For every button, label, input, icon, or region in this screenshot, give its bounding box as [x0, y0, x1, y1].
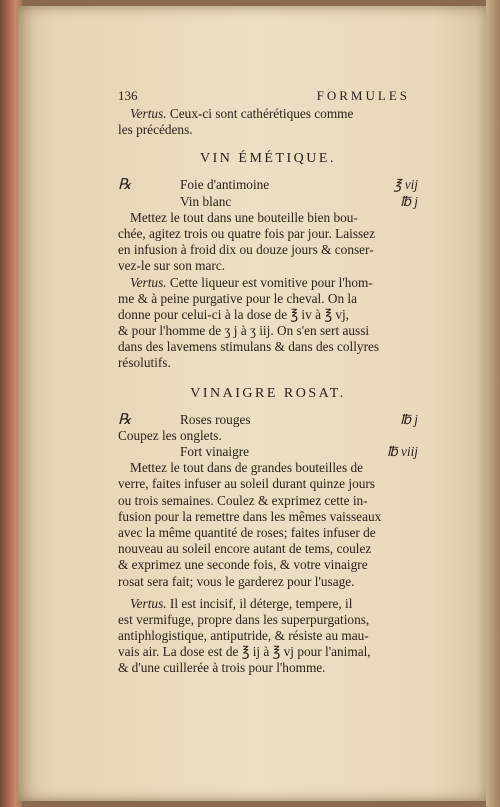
- virtues-line: antiphlogistique, antiputride, & résiste au mau-: [118, 628, 369, 644]
- instruction-line: fusion pour la remettre dans les mêmes vaisseaux: [118, 508, 382, 524]
- virtues-line: résolutifs.: [118, 355, 171, 371]
- virtues-line: donne pour celui-ci à la dose de ℥ iv à ℥ vj,: [118, 306, 349, 322]
- ingredient-row: [118, 177, 418, 193]
- running-title: FORMULES: [316, 88, 410, 103]
- instruction-line: en infusion à froid dix ou douze jours & conser-: [118, 242, 374, 258]
- recipe-symbol: ℞: [118, 411, 132, 428]
- instruction-line: Mettez le tout dans une bouteille bien bou-: [130, 209, 358, 225]
- intro-line-2: les précédens.: [118, 122, 193, 138]
- instruction-line: chée, agitez trois ou quatre fois par jour. Laissez: [118, 225, 375, 241]
- section-heading-vin-emetique: VIN ÉMÉTIQUE.: [200, 151, 336, 167]
- virtues-line: Vertus. Il est incisif, il déterge, tempere, il: [130, 595, 353, 611]
- page-number: 136: [118, 88, 138, 103]
- page-edge: [486, 0, 500, 807]
- ingredient-name: Vin blanc: [180, 193, 232, 209]
- instruction-line: nouveau au soleil encore autant de tems, coulez: [118, 541, 372, 557]
- instruction-line: rosat sera fait; vous le garderez pour l'usage.: [118, 573, 355, 589]
- running-head: [118, 88, 418, 106]
- virtues-line: & pour l'homme de ʒ j à ʒ iij. On s'en sert aussi: [118, 323, 370, 339]
- instruction-line: ou trois semaines. Coulez & exprimez cette in-: [118, 492, 368, 508]
- ingredient-name: Fort vinaigre: [180, 444, 250, 459]
- intro-line-1: Vertus. Ceux-ci sont cathérétiques comme: [130, 106, 354, 121]
- instruction-line: & exprimez une seconde fois, & votre vinaigre: [118, 557, 368, 573]
- section-heading-vinaigre-rosat: VINAIGRE ROSAT.: [190, 385, 346, 401]
- ingredient-row: [118, 412, 418, 428]
- ingredient-qty: ℥ vij: [393, 177, 418, 193]
- instruction-line: Mettez le tout dans de grandes bouteilles de: [130, 460, 363, 476]
- ingredient-row: [118, 444, 418, 460]
- virtues-line: dans des lavemens stimulans & dans des collyres: [118, 339, 380, 355]
- ingredient-qty: ℔ j: [400, 193, 418, 209]
- ingredient-name: Foie d'antimoine: [180, 177, 270, 193]
- virtues-line: Vertus. Cette liqueur est vomitive pour l'hom-: [130, 274, 373, 290]
- step-line: Coupez les onglets.: [118, 427, 222, 443]
- ingredient-name: Roses rouges: [180, 411, 251, 427]
- page-text: [118, 88, 418, 677]
- virtues-line: vais air. La dose est de ℥ ij à ℥ vj pour l'animal,: [118, 644, 371, 660]
- virtues-line: me & à peine purgative pour le cheval. On la: [118, 290, 358, 306]
- ingredient-qty: ℔ j: [400, 411, 418, 427]
- recipe-symbol: ℞: [118, 177, 132, 194]
- virtues-line: est vermifuge, propre dans les superpurgations,: [118, 611, 370, 627]
- virtues-line: & d'une cuillerée à trois pour l'homme.: [118, 660, 326, 676]
- instruction-line: verre, faites infuser au soleil durant quinze jours: [118, 476, 375, 492]
- instruction-line: avec la même quantité de roses; faites infuser de: [118, 524, 376, 540]
- ingredient-qty: ℔ viij: [386, 444, 418, 459]
- instruction-line: vez-le sur son marc.: [118, 258, 226, 274]
- ingredient-row: [118, 194, 418, 210]
